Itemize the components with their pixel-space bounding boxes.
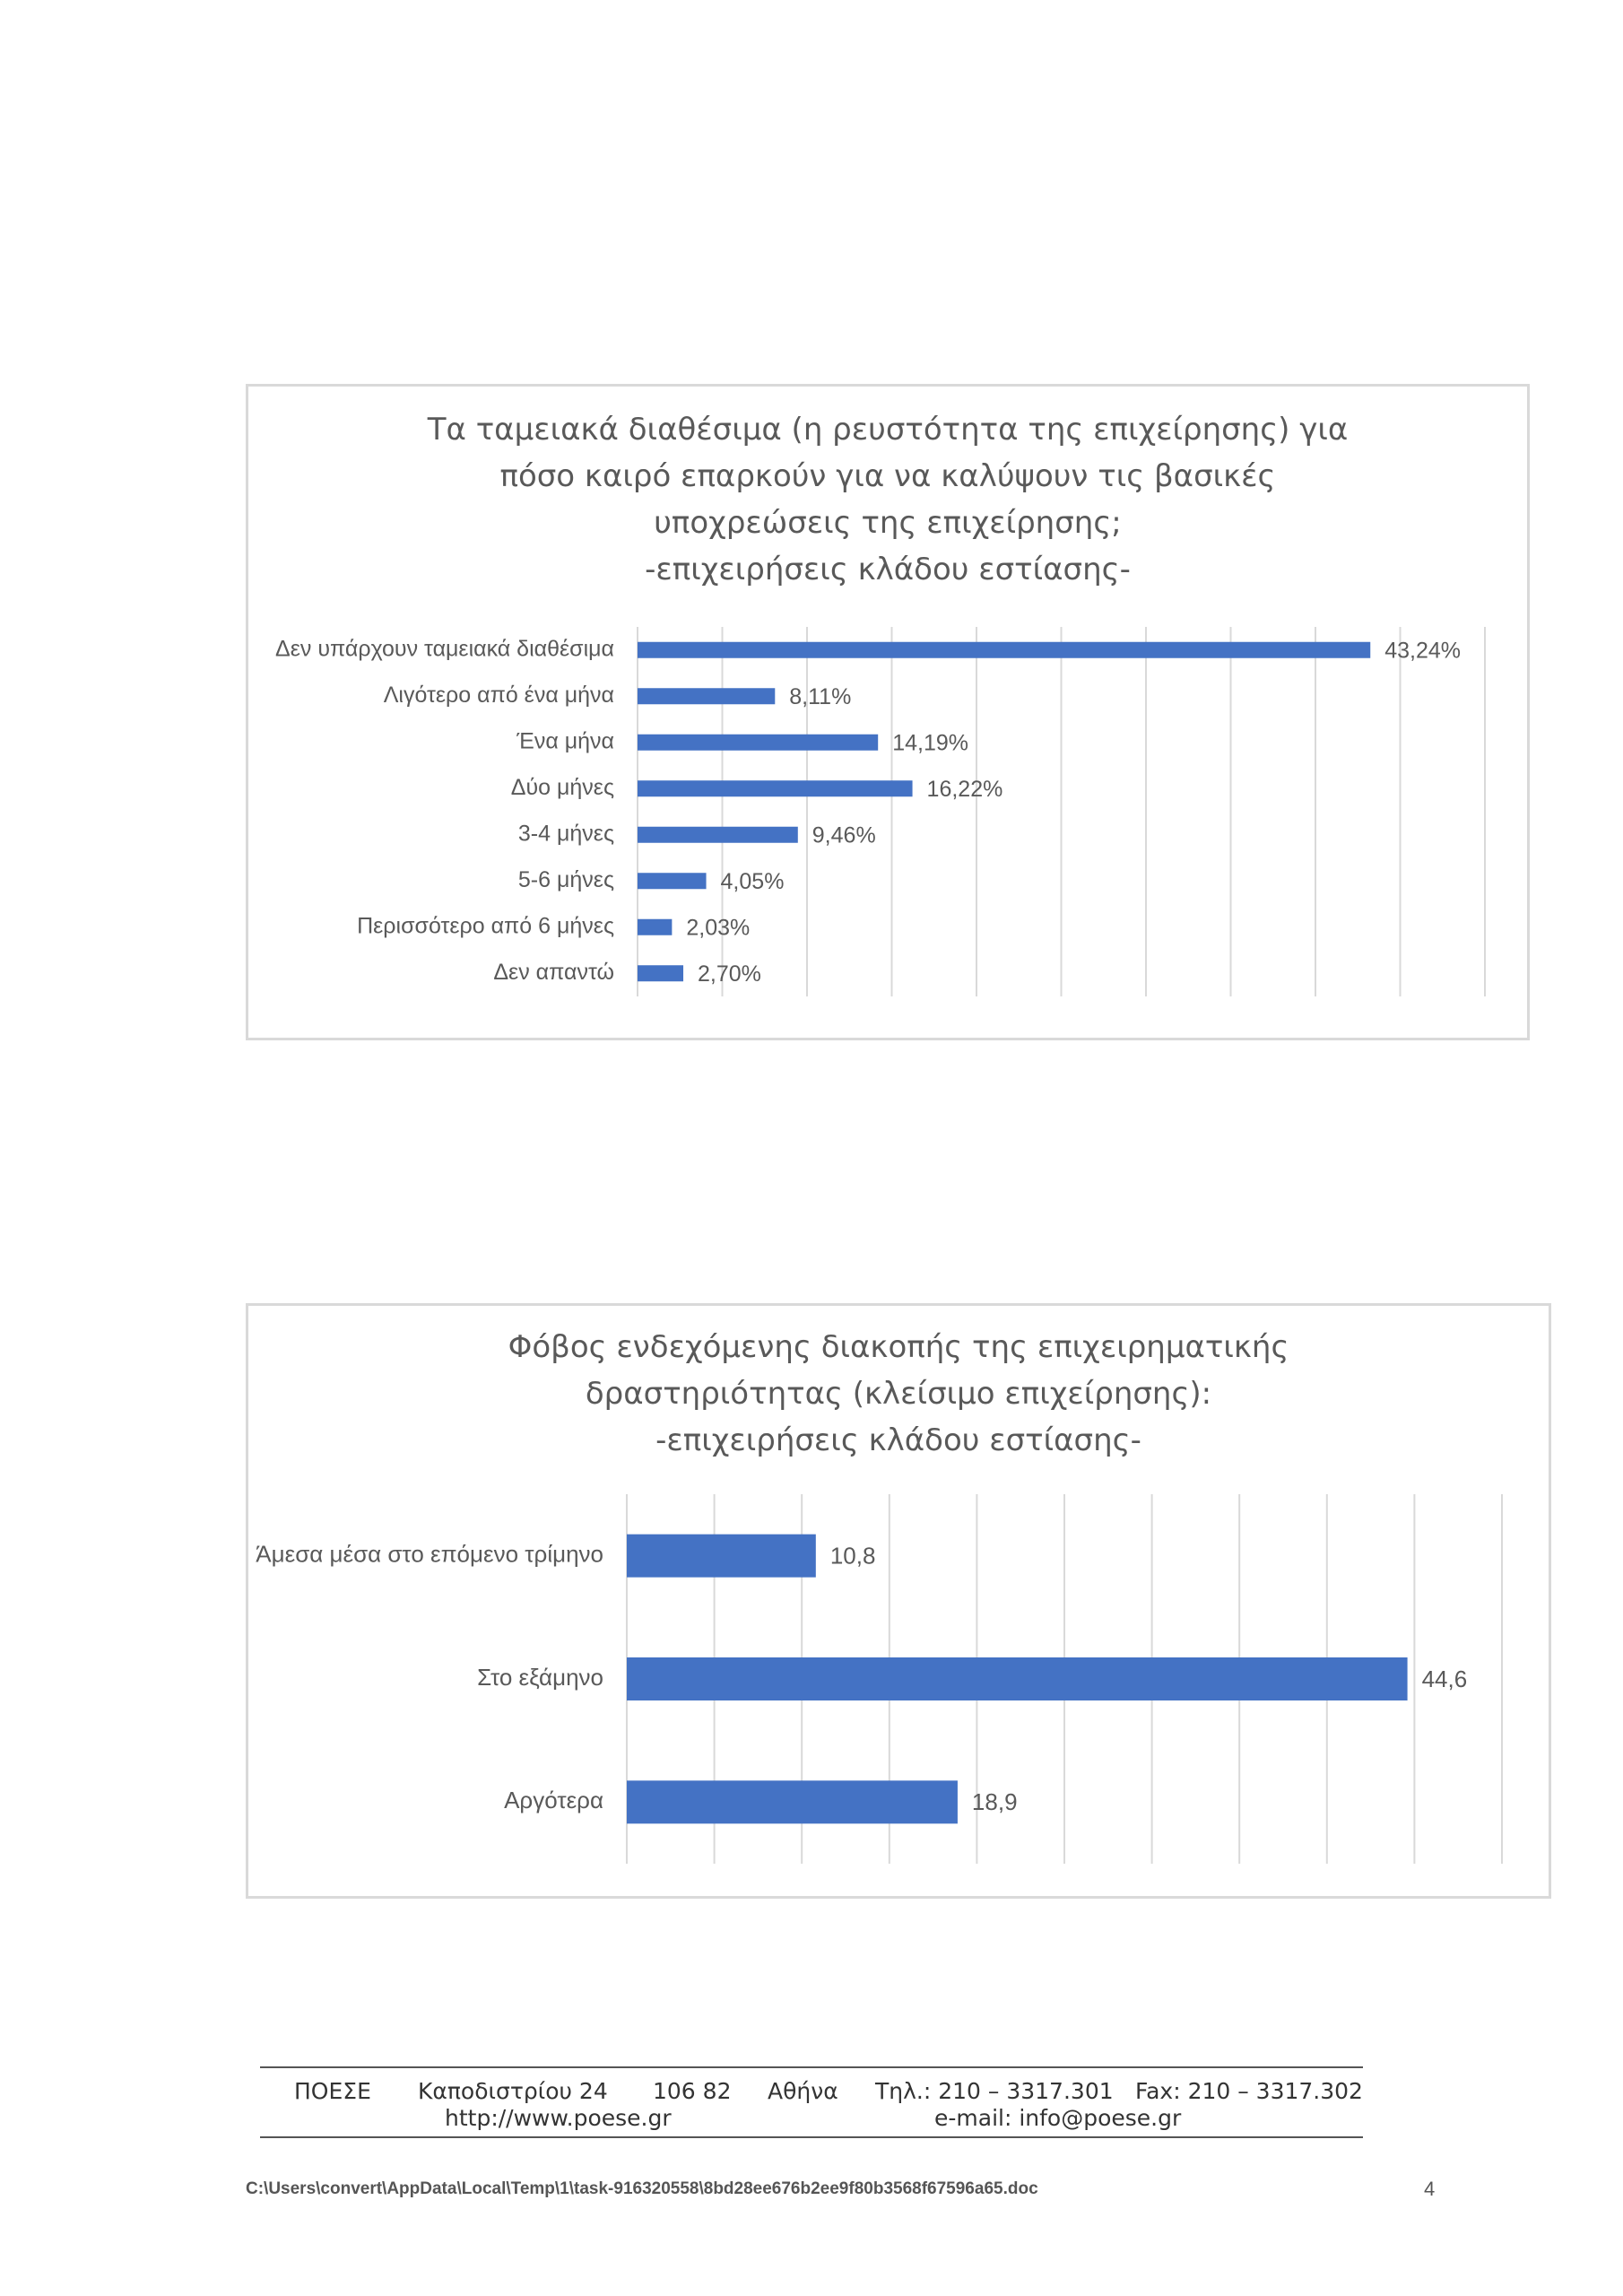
data-label: 44,6	[1421, 1665, 1468, 1692]
bar	[627, 1657, 1408, 1700]
footer-address: Καποδιστρίου 24	[418, 2078, 608, 2104]
bar	[638, 827, 798, 843]
footer-contact-line	[260, 2078, 1363, 2107]
chart-plot-area	[248, 387, 1532, 1043]
chart-plot-area	[248, 1306, 1554, 1901]
chart-title-line: πόσο καιρό επαρκούν για να καλύψουν τις βασικές	[499, 458, 1276, 494]
footer-fax: Fax: 210 – 3317.302	[1135, 2078, 1363, 2104]
data-label: 4,05%	[720, 868, 785, 894]
category-label: 5-6 μήνες	[517, 866, 614, 892]
category-label: 3-4 μήνες	[517, 821, 614, 847]
category-label: Περισσότερο από 6 μήνες	[357, 913, 614, 939]
bar	[638, 642, 1370, 658]
category-label: Ένα μήνα	[516, 728, 614, 754]
chart-closure-fear	[246, 1303, 1551, 1899]
bar	[638, 873, 707, 889]
footer-bottom-rule	[260, 2136, 1363, 2138]
data-label: 10,8	[829, 1542, 876, 1570]
footer-email-link[interactable]: e-mail: info@poese.gr	[934, 2105, 1182, 2131]
data-label: 9,46%	[812, 822, 876, 848]
data-label: 2,70%	[698, 961, 761, 987]
category-label: Δεν υπάρχουν ταμειακά διαθέσιμα	[275, 636, 614, 662]
data-label: 18,9	[971, 1788, 1018, 1816]
category-label: Λιγότερο από ένα μήνα	[383, 682, 614, 708]
footer-org: ΠΟΕΣΕ	[294, 2078, 371, 2104]
bar	[638, 919, 672, 935]
chart-title-line: Τα ταμειακά διαθέσιμα (η ρευστότητα της επιχείρησης) για	[427, 412, 1349, 448]
bar	[627, 1780, 958, 1823]
data-label: 14,19%	[892, 730, 968, 756]
footer-top-rule	[260, 2066, 1363, 2068]
bar	[638, 965, 683, 981]
chart-cash-reserves	[246, 384, 1530, 1040]
data-label: 2,03%	[686, 915, 751, 941]
data-label: 43,24%	[1384, 638, 1462, 664]
category-label: Δεν απαντώ	[493, 959, 614, 985]
chart-title-line: Φόβος ενδεχόμενης διακοπής της επιχειρηματικής	[508, 1329, 1289, 1365]
bar	[638, 688, 775, 704]
data-label: 16,22%	[926, 776, 1003, 802]
bar	[638, 735, 878, 751]
category-label: Στο εξάμηνο	[477, 1663, 603, 1691]
category-label: Δύο μήνες	[510, 774, 614, 800]
category-label: Αργότερα	[504, 1787, 603, 1814]
chart-title-line: υποχρεώσεις της επιχείρησης;	[654, 505, 1122, 541]
document-path: C:\Users\convert\AppData\Local\Temp\1\task-916320558\8bd28ee676b2ee9f80b3568f67596a65.doc	[246, 2179, 1038, 2198]
chart-title-line: δραστηριότητας (κλείσιμο επιχείρησης):	[585, 1376, 1212, 1412]
page-number: 4	[1424, 2178, 1436, 2200]
chart-title-line: -επιχειρήσεις κλάδου εστίασης-	[655, 1422, 1141, 1458]
footer-website-link[interactable]: http://www.poese.gr	[445, 2105, 672, 2131]
bar	[627, 1535, 816, 1578]
chart-title-line: -επιχειρήσεις κλάδου εστίασης-	[645, 552, 1131, 587]
data-label: 8,11%	[789, 683, 852, 709]
footer-postcode: 106 82	[653, 2078, 732, 2104]
footer-city: Αθήνα	[768, 2078, 838, 2104]
bar	[638, 780, 913, 796]
footer-web-line	[260, 2105, 1363, 2134]
category-label: Άμεσα μέσα στο επόμενο τρίμηνο	[256, 1540, 603, 1568]
footer-phone: Τηλ.: 210 – 3317.301	[875, 2078, 1114, 2104]
